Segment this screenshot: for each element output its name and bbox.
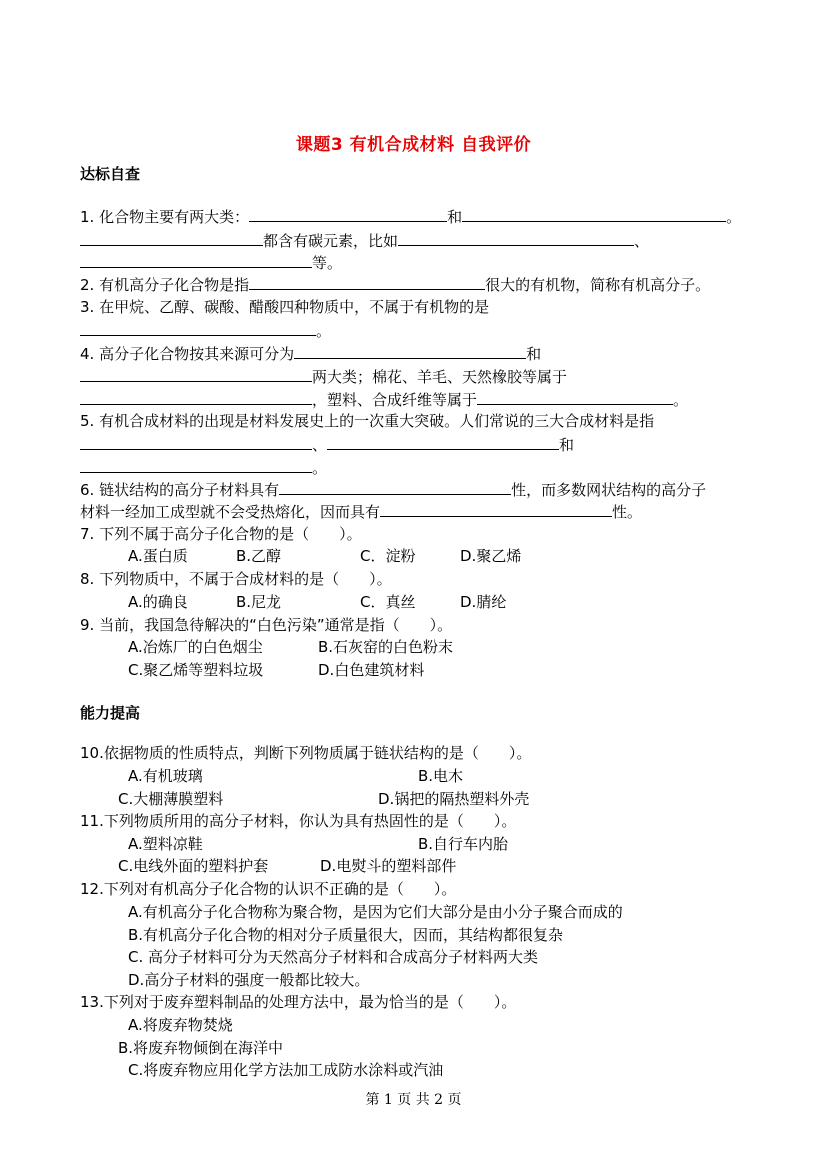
q10-option-a[interactable]: A.有机玻璃 [128, 767, 203, 785]
q1-blank-1[interactable] [249, 205, 447, 222]
question-10-stem: 10.依据物质的性质特点，判断下列物质属于链状结构的是（ ）。 [80, 744, 532, 762]
q2-text-2: 很大的有机物，简称有机高分子。 [485, 276, 711, 294]
q1-blank-2[interactable] [462, 205, 726, 222]
q12-option-b[interactable]: B.有机高分子化合物的相对分子质量很大，因而，其结构都很复杂 [128, 926, 564, 944]
q9-option-a[interactable]: A.冶炼厂的白色烟尘 [128, 638, 263, 656]
q4-text-and: 和 [526, 345, 542, 363]
page-footer: 第 1 页 共 2 页 [365, 1092, 462, 1108]
q1-text-2: 都含有碳元素，比如 [263, 232, 399, 250]
q1-text-3: 等。 [312, 254, 343, 272]
q9-option-c[interactable]: C.聚乙烯等塑料垃圾 [128, 661, 264, 679]
q8-option-a[interactable]: A.的确良 [128, 593, 188, 611]
q3-text-end: 。 [316, 322, 332, 340]
q6-text: 6. 链状结构的高分子材料具有 [80, 481, 280, 499]
q5-text-sep: 、 [312, 436, 328, 454]
q1-text-and: 和 [447, 208, 463, 226]
question-5-line-1 [80, 410, 654, 432]
question-9-stem: 9. 当前，我国急待解决的“白色污染”通常是指（ ）。 [80, 616, 453, 634]
question-2 [80, 273, 710, 296]
q5-blank-1[interactable] [80, 433, 312, 450]
q6-blank-1[interactable] [279, 478, 511, 495]
q9-option-b[interactable]: B.石灰窑的白色粉末 [318, 638, 454, 656]
question-12-stem: 12.下列对有机高分子化合物的认识不正确的是（ ）。 [80, 880, 457, 898]
q10-option-d[interactable]: D.锅把的隔热塑料外壳 [378, 790, 530, 808]
q5-blank-2[interactable] [327, 433, 559, 450]
question-3-line-1 [80, 296, 489, 318]
q8-option-b[interactable]: B.尼龙 [236, 593, 282, 611]
q9-option-d[interactable]: D.白色建筑材料 [318, 661, 425, 679]
q6-text-3: 材料一经加工成型就不会受热熔化，因而具有 [80, 503, 381, 521]
q11-option-a[interactable]: A.塑料凉鞋 [128, 835, 203, 853]
q4-text-3: ，塑料、合成纤维等属于 [312, 391, 478, 409]
q4-blank-3[interactable] [80, 388, 312, 405]
q7-option-d[interactable]: D.聚乙烯 [460, 547, 522, 565]
q1-blank-3[interactable] [80, 229, 263, 246]
question-8-stem: 8. 下列物质中，不属于合成材料的是（ ）。 [80, 570, 392, 588]
q5-blank-3[interactable] [80, 456, 312, 473]
q8-option-c[interactable]: C．真丝 [360, 593, 416, 611]
question-3-line-2 [80, 319, 331, 342]
q2-text: 2. 有机高分子化合物是指 [80, 276, 250, 294]
question-1-line-2 [80, 229, 649, 252]
q5-text-and: 和 [559, 436, 575, 454]
question-6-line-1 [80, 478, 706, 501]
question-7-stem: 7. 下列不属于高分子化合物的是（ ）。 [80, 525, 362, 543]
q11-option-c[interactable]: C.电线外面的塑料护套 [118, 857, 269, 875]
section-heading-advanced: 能力提高 [80, 704, 141, 722]
question-1-line-1 [80, 205, 741, 228]
q3-blank[interactable] [80, 319, 316, 336]
q4-blank-4[interactable] [477, 388, 673, 405]
q4-blank-1[interactable] [294, 342, 526, 359]
q4-blank-2[interactable] [80, 365, 312, 382]
question-5-line-2 [80, 433, 574, 456]
q1-blank-4[interactable] [398, 229, 634, 246]
q1-text: 1. 化合物主要有两大类： [80, 208, 250, 226]
section-heading-basic: 达标自查 [80, 165, 141, 183]
q10-option-c[interactable]: C.大棚薄膜塑料 [118, 790, 224, 808]
q10-option-b[interactable]: B.电木 [418, 767, 464, 785]
q4-text: 4. 高分子化合物按其来源可分为 [80, 345, 295, 363]
q8-option-d[interactable]: D.腈纶 [460, 593, 507, 611]
question-4-line-1 [80, 342, 541, 365]
q5-text-end: 。 [312, 459, 328, 477]
question-13-stem: 13.下列对于废弃塑料制品的处理方法中，最为恰当的是（ ）。 [80, 993, 517, 1011]
question-4-line-2 [80, 365, 567, 388]
q13-option-c[interactable]: C.将废弃物应用化学方法加工成防水涂料或汽油 [128, 1061, 444, 1079]
q7-option-a[interactable]: A.蛋白质 [128, 547, 188, 565]
q6-text-end: 性。 [612, 503, 643, 521]
q13-option-a[interactable]: A.将废弃物焚烧 [128, 1016, 233, 1034]
q1-text-end: 。 [726, 208, 742, 226]
q12-option-a[interactable]: A.有机高分子化合物称为聚合物，是因为它们大部分是由小分子聚合而成的 [128, 903, 623, 921]
question-6-line-2 [80, 500, 642, 523]
q4-text-2: 两大类；棉花、羊毛、天然橡胶等属于 [312, 368, 568, 386]
q6-text-2: 性，而多数网状结构的高分子 [511, 481, 707, 499]
q12-option-d[interactable]: D.高分子材料的强度一般都比较大。 [128, 971, 370, 989]
q6-blank-2[interactable] [380, 500, 612, 517]
q4-text-end: 。 [673, 391, 689, 409]
q1-text-sep: 、 [634, 232, 650, 250]
question-11-stem: 11.下列物质所用的高分子材料，你认为具有热固性的是（ ）。 [80, 812, 517, 830]
q11-option-b[interactable]: B.自行车内胎 [418, 835, 509, 853]
question-5-line-3 [80, 456, 327, 479]
q2-blank[interactable] [249, 273, 485, 290]
question-4-line-3 [80, 388, 688, 411]
q13-option-b[interactable]: B.将废弃物倾倒在海洋中 [118, 1039, 284, 1057]
q11-option-d[interactable]: D.电熨斗的塑料部件 [320, 857, 457, 875]
q12-option-c[interactable]: C. 高分子材料可分为天然高分子材料和合成高分子材料两大类 [128, 948, 539, 966]
question-1-line-3 [80, 251, 342, 274]
q7-option-b[interactable]: B.乙醇 [236, 547, 282, 565]
q7-option-c[interactable]: C．淀粉 [360, 547, 416, 565]
q1-blank-5[interactable] [80, 251, 312, 268]
q3-text: 3. 在甲烷、乙醇、碳酸、醋酸四种物质中，不属于有机物的是 [80, 298, 490, 316]
q5-text: 5. 有机合成材料的出现是材料发展史上的一次重大突破。人们常说的三大合成材料是指 [80, 412, 655, 430]
page-title: 课题3 有机合成材料 自我评价 [295, 135, 532, 155]
